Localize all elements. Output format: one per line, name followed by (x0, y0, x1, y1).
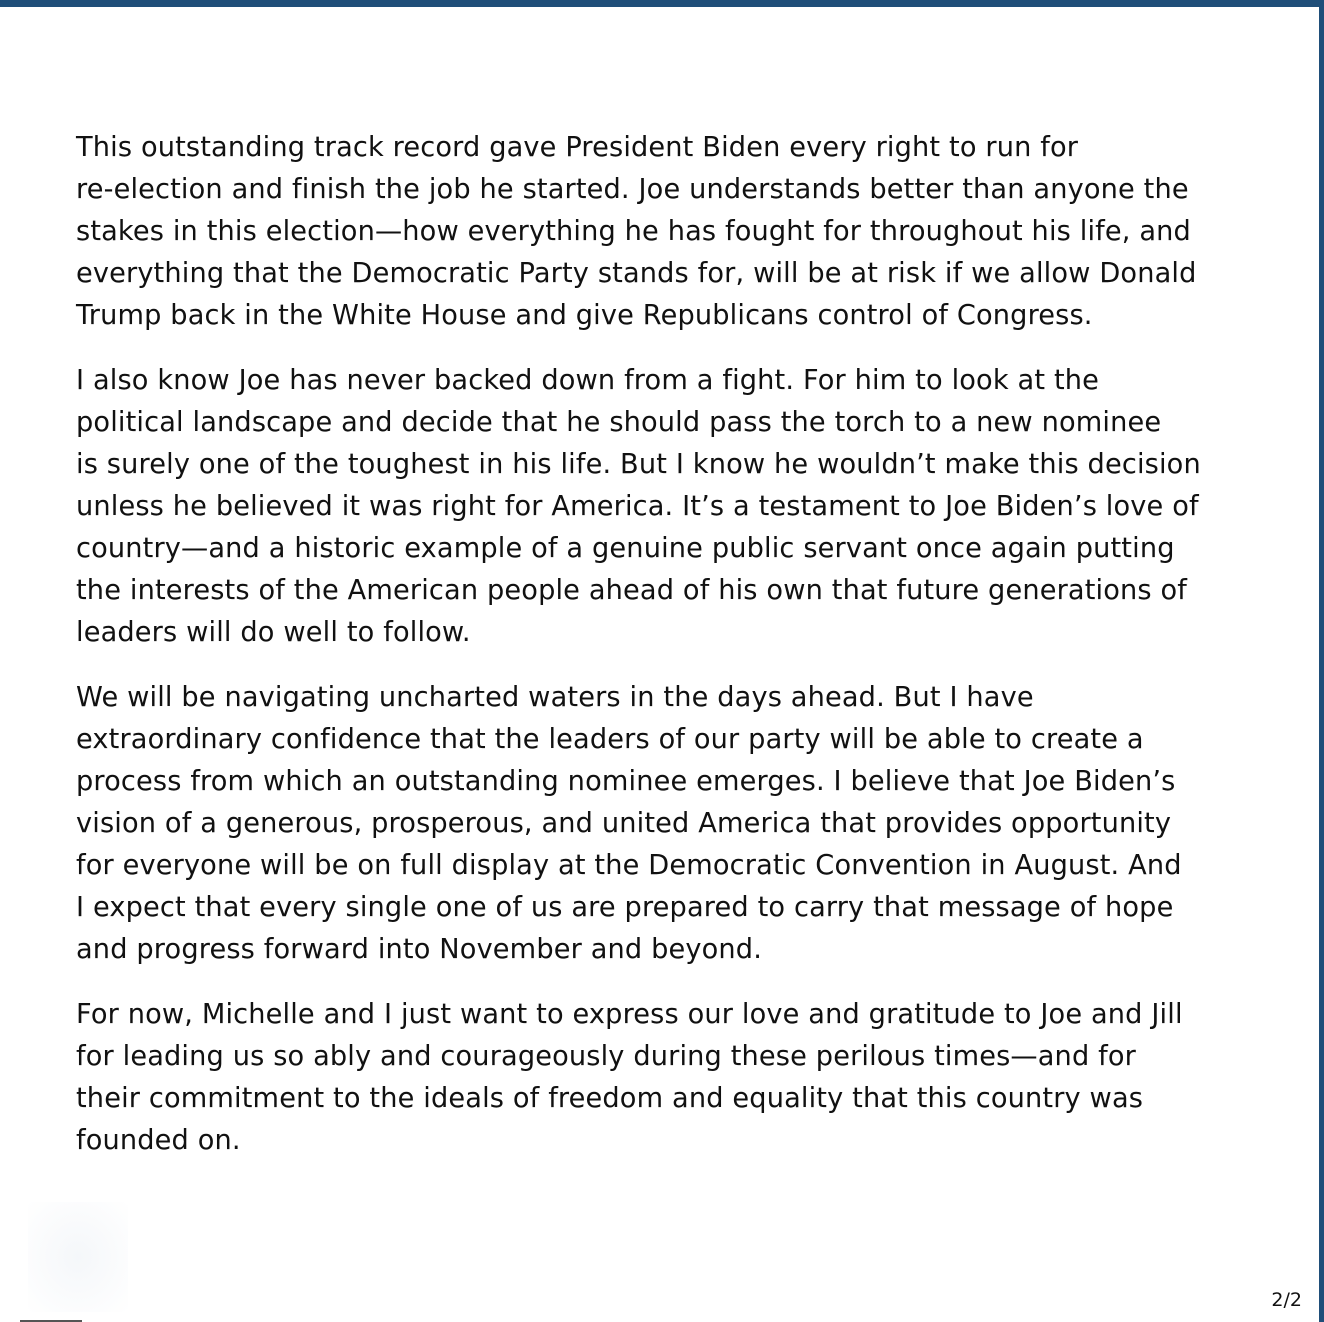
paragraph-pass-the-torch: I also know Joe has never backed down from a fight. For him to look at the political landscape and decide that he should pass the torch to a new nominee is surely one of the toughest in his life. But I know he wouldn’t make this decision unless he believed it was right for America. It’s a testament to Joe Biden’s love of country—and a historic example of a genuine public servant once again putting the interests of the American people ahead of his own that future generations of leaders will do well to follow. (76, 365, 1201, 648)
paragraph-gratitude: For now, Michelle and I just want to express our love and gratitude to Joe and Jill for leading us so ably and courageously during these perilous times—and for their commitment to the ideals of freedom and equality that this country was founded on. (76, 999, 1183, 1156)
corner-shadow (28, 1202, 128, 1312)
top-frame-bar (0, 0, 1324, 7)
paragraph-track-record: This outstanding track record gave President Biden every right to run for re-election and finish the job he started. Joe understands better than anyone the stakes in this election—how everything he has fought for throughout his life, and everything that the Democratic Party stands for, will be at risk if we allow Donald Trump back in the White House and give Republicans control of Congress. (76, 132, 1197, 331)
right-frame-bar (1319, 0, 1324, 1322)
paragraph-uncharted-waters: We will be navigating uncharted waters in the days ahead. But I have extraordinary confidence that the leaders of our party will be able to create a process from which an outstanding nominee emerges. I believe that Joe Biden’s vision of a generous, prosperous, and united America that provides opportunity for everyone will be on full display at the Democratic Convention in August. And I expect that every single one of us are prepared to carry that message of hope and progress forward into November and beyond. (76, 682, 1182, 965)
statement-body (76, 127, 1256, 1185)
page-indicator: 2/2 (1271, 1289, 1302, 1311)
